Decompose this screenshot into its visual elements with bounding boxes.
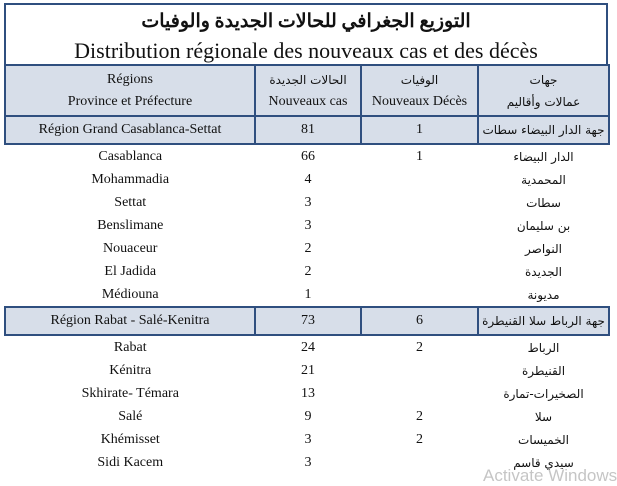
deaths-cell: 1 <box>361 116 478 144</box>
arabic-name-cell: الدار البيضاء <box>513 149 574 164</box>
cases-cell: 3 <box>304 194 312 210</box>
deaths-cell: 2 <box>416 339 423 355</box>
table-row <box>5 144 609 168</box>
deaths-cell: 2 <box>416 431 423 447</box>
table-row <box>5 359 609 382</box>
cases-cell: 24 <box>301 339 315 355</box>
table-row <box>5 237 609 260</box>
arabic-name-cell: سلا <box>534 409 553 424</box>
table-row <box>5 191 609 214</box>
arabic-name-cell: بن سليمان <box>516 218 571 233</box>
name-cell: Région Grand Casablanca-Settat <box>5 116 255 144</box>
region-row <box>5 307 609 335</box>
region-row <box>5 116 609 144</box>
deaths-cell: 1 <box>416 148 423 164</box>
deaths-cell <box>361 359 478 382</box>
table-row <box>5 382 609 405</box>
header-new-cases-french: Nouveaux cas <box>268 93 348 109</box>
name-cell: Skhirate- Témara <box>81 385 179 401</box>
name-cell: Casablanca <box>98 148 163 164</box>
table-row <box>5 168 609 191</box>
name-cell: Région Rabat - Salé-Kenitra <box>5 307 255 335</box>
cases-cell: 2 <box>304 263 312 279</box>
arabic-name-cell: النواصر <box>525 241 562 256</box>
cases-cell: 81 <box>255 116 361 144</box>
arabic-name-cell: سيدي قاسم <box>513 455 574 470</box>
header-new-deaths <box>361 65 478 116</box>
deaths-cell: 6 <box>361 307 478 335</box>
arabic-name-cell: جهة الرباط سلا القنيطرة <box>478 307 609 335</box>
cases-cell: 9 <box>304 408 312 424</box>
arabic-name-cell: المحمدية <box>521 172 566 187</box>
deaths-cell <box>361 237 478 260</box>
cases-cell: 66 <box>301 148 315 164</box>
name-cell: Mohammadia <box>91 171 170 187</box>
table-row <box>5 283 609 307</box>
name-cell: Benslimane <box>97 217 164 233</box>
arabic-name-cell: القنيطرة <box>521 363 566 378</box>
name-cell: Nouaceur <box>103 240 158 256</box>
name-cell: Kénitra <box>109 362 152 378</box>
table-header-row <box>5 65 609 116</box>
header-new-cases-arabic: الحالات الجديدة <box>269 72 347 87</box>
deaths-cell <box>361 191 478 214</box>
cases-cell: 73 <box>255 307 361 335</box>
title-arabic: التوزيع الجغرافي للحالات الجديدة والوفيات <box>141 11 471 32</box>
arabic-name-cell: جهة الدار البيضاء سطات <box>478 116 609 144</box>
arabic-name-cell: الخميسات <box>518 432 569 447</box>
name-cell: Rabat <box>113 339 147 355</box>
table-row <box>5 405 609 428</box>
distribution-table <box>4 64 610 474</box>
cases-cell: 3 <box>304 217 312 233</box>
arabic-name-cell: سطات <box>526 195 561 210</box>
deaths-cell <box>361 214 478 237</box>
deaths-cell <box>361 283 478 307</box>
deaths-cell <box>361 382 478 405</box>
cases-cell: 2 <box>304 240 312 256</box>
arabic-name-cell: مديونة <box>527 287 560 302</box>
cases-cell: 3 <box>304 454 312 470</box>
table-row <box>5 335 609 359</box>
table-row <box>5 428 609 451</box>
arabic-name-cell: الرباط <box>527 340 560 355</box>
cases-cell: 21 <box>301 362 315 378</box>
activation-watermark: Activate Windows <box>483 466 617 485</box>
deaths-cell <box>361 260 478 283</box>
header-regions-line1: Régions <box>107 71 153 87</box>
title-box <box>4 3 608 64</box>
name-cell: Sidi Kacem <box>97 454 164 470</box>
table-row <box>5 214 609 237</box>
deaths-cell <box>361 451 478 474</box>
cases-cell: 1 <box>304 286 312 302</box>
header-regions-line2: Province et Préfecture <box>67 93 193 109</box>
header-new-deaths-french: Nouveaux Décès <box>371 93 468 109</box>
title-french: Distribution régionale des nouveaux cas et des décès <box>74 38 538 63</box>
deaths-cell: 2 <box>416 408 423 424</box>
name-cell: El Jadida <box>104 263 157 279</box>
header-regions <box>5 65 255 116</box>
header-new-deaths-arabic: الوفيات <box>400 72 439 87</box>
table-row <box>5 260 609 283</box>
header-arabic-regions-line2: عمالات وأقاليم <box>506 94 581 109</box>
header-new-cases <box>255 65 361 116</box>
header-arabic-regions <box>478 65 609 116</box>
deaths-cell <box>361 168 478 191</box>
cases-cell: 13 <box>301 385 315 401</box>
header-arabic-regions-line1: جهات <box>529 72 558 87</box>
table-body <box>5 116 609 474</box>
arabic-name-cell: الصخيرات-تمارة <box>503 386 584 401</box>
name-cell: Médiouna <box>101 286 159 302</box>
arabic-name-cell: الجديدة <box>525 264 562 279</box>
name-cell: Settat <box>114 194 147 210</box>
cases-cell: 4 <box>304 171 312 187</box>
cases-cell: 3 <box>304 431 312 447</box>
name-cell: Khémisset <box>100 431 160 447</box>
name-cell: Salé <box>118 408 143 424</box>
